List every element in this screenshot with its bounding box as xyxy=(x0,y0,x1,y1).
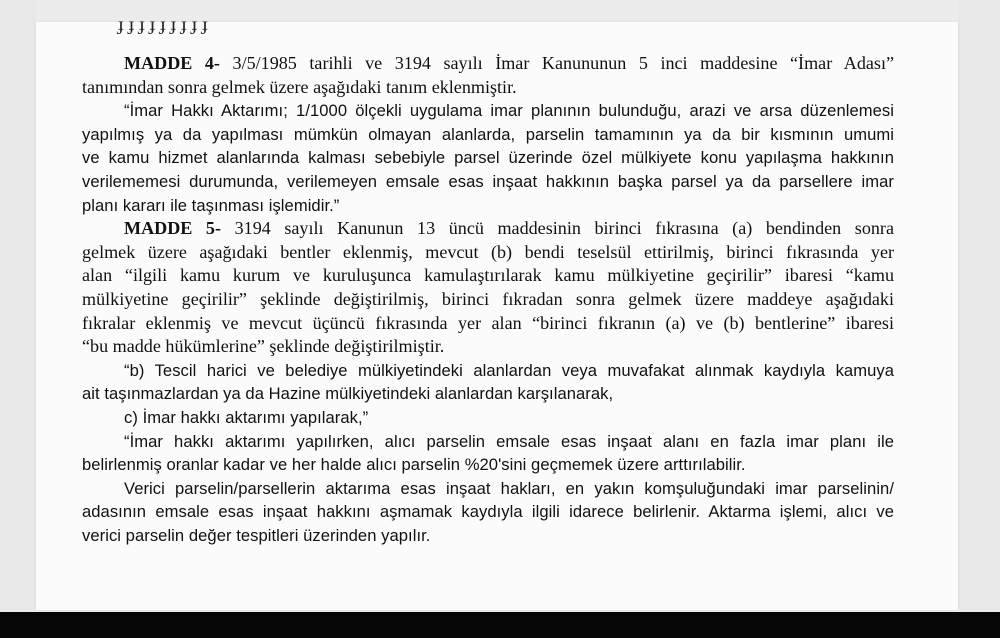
madde4-text-1: 3/5/1985 tarihli ve 3194 sayılı İmar Kanununun 5 inci maddesine “İmar Adası” xyxy=(232,53,894,73)
paragraph-2-line-1: Verici parselin/parsellerin aktarıma esas inşaat hakları, en yakın komşuluğundaki imar parselinin/ xyxy=(124,478,894,498)
bent-b-line-1: “b) Tescil harici ve belediye mülkiyetindeki alanlardan veya muvafakat alınmak kaydıyla kamuya xyxy=(124,360,894,380)
definition-line-5: planı kararı ile taşınması işlemidir.” xyxy=(82,195,340,215)
madde5-label: MADDE 5- xyxy=(124,218,221,239)
madde5-line-5: fıkralar eklenmiş ve mevcut üçüncü fıkrasında yer alan “birinci fıkranın (a) ve (b) bentlerine” ibaresi xyxy=(82,312,894,333)
madde5-text-1: 3194 sayılı Kanunun 13 üncü maddesinin birinci fıkrasına (a) bendinden sonra xyxy=(234,218,894,239)
document-text xyxy=(82,52,894,547)
top-cutoff-line xyxy=(118,14,458,42)
definition-line-2: yapılmış ya da yapılması mümkün olmayan alanlarda, parselin tamamının ya da bir kısmının umumi xyxy=(82,124,894,144)
paragraph-2-line-3: verici parselin değer tespitleri üzerinden yapılır. xyxy=(82,525,431,545)
background-edge-left xyxy=(0,0,36,610)
madde4-line-2: tanımından sonra gelmek üzere aşağıdaki tanım eklenmiştir. xyxy=(82,76,517,97)
madde5-line-6: “bu madde hükümlerine” şeklinde değiştirilmiştir. xyxy=(82,336,445,357)
madde5-line-2: gelmek üzere aşağıdaki bentler eklenmiş, mevcut (b) bendi teselsül ettirilmiş, birinci fıkrasında yer xyxy=(82,241,894,262)
cutoff-text: ɟ ɟ ɟ ɟ ɟ ɟ ɟ ɟ ɟ xyxy=(118,14,208,34)
definition-line-1: “İmar Hakkı Aktarımı; 1/1000 ölçekli uygulama imar planının bulunduğu, arazi ve arsa düzenlemesi xyxy=(124,101,894,121)
bottom-black-bar xyxy=(0,612,1000,638)
madde5-line-1 xyxy=(82,217,894,241)
definition-line-3: ve kamu hizmet alanlarında kalması sebebiyle parsel üzerinde özel mülkiyete konu yapılaşma hakkının xyxy=(82,148,894,168)
madde4-label: MADDE 4- xyxy=(124,53,220,73)
paragraph-2-line-2: adasının emsale esas inşaat hakkını aşmamak kaydıyla ilgili idarece belirlenir. Aktarma işlemi, alıcı ve xyxy=(82,502,894,522)
paragraph-1-line-1: “İmar hakkı aktarımı yapılırken, alıcı parselin emsale esas inşaat alanı en fazla imar planı ile xyxy=(124,431,894,451)
background-edge-right xyxy=(958,0,1000,610)
definition-line-4: verilememesi durumunda, verilemeyen emsale esas inşaat hakkının başka parsel ya da parsellere imar xyxy=(82,171,894,191)
madde5-line-3: alan “ilgili kamu kurum ve kuruluşunca kamulaştırılarak kamu mülkiyetine geçirilir” ibaresi “kamu xyxy=(82,265,894,286)
bent-c-line: c) İmar hakkı aktarımı yapılarak,” xyxy=(124,407,369,427)
bent-b-line-2: ait taşınmazlardan ya da Hazine mülkiyetindeki alanlardan karşılanarak, xyxy=(82,384,614,404)
paragraph-1-line-2: belirlenmiş oranlar kadar ve her halde alıcı parselin %20'sini geçmemek üzere arttırılabilir. xyxy=(82,455,746,475)
madde5-line-4: mülkiyetine geçirilir” şeklinde değiştirilmiş, birinci fıkradan sonra gelmek üzere maddeye aşağıdaki xyxy=(82,288,894,309)
madde4-line-1 xyxy=(82,52,894,76)
